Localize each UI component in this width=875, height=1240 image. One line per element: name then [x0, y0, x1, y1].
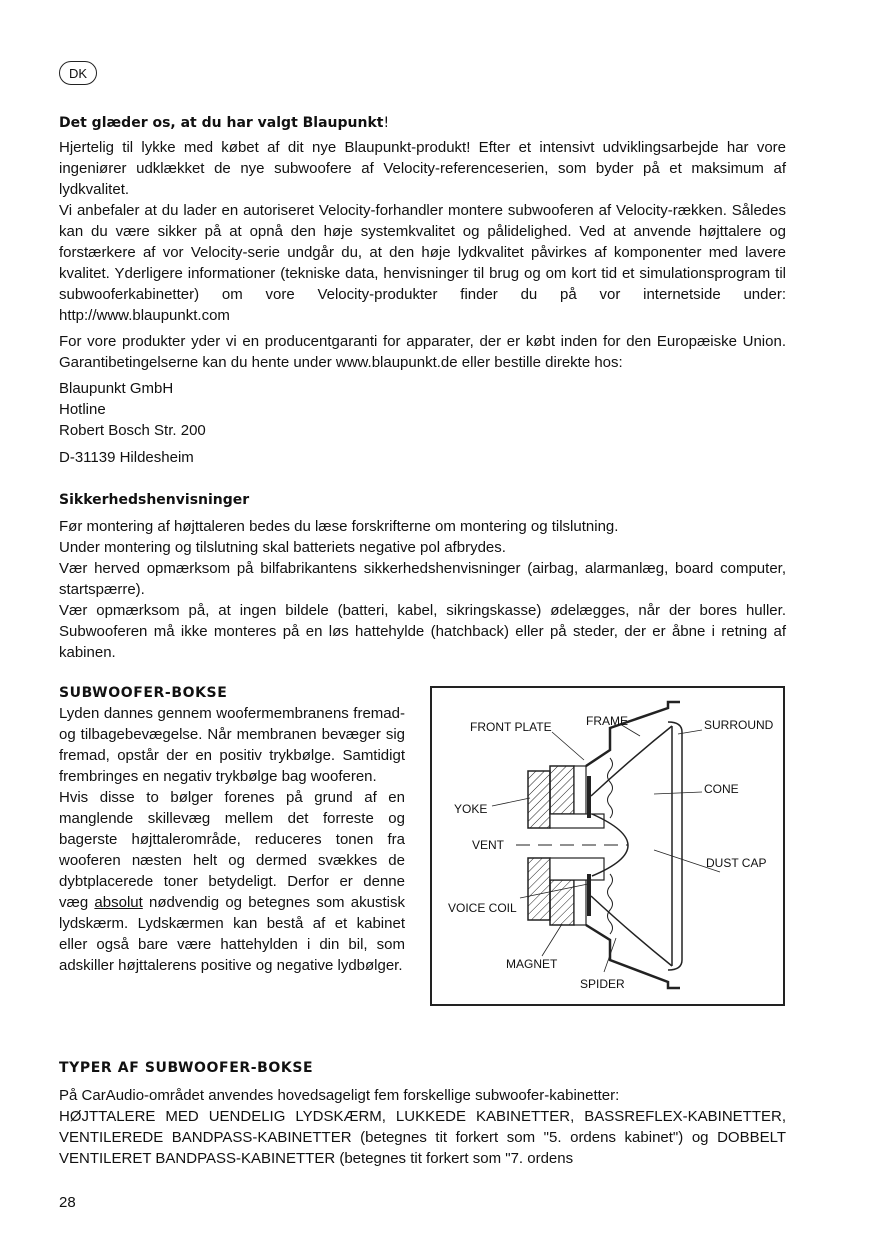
types-paragraph-1: På CarAudio-området anvendes hovedsageligt fem forskellige subwoofer-kabinetter: — [59, 1087, 620, 1104]
intro-paragraph-1: Hjertelig til lykke med købet af dit nye Blaupunkt-produkt! Efter et intensivt udviklingsarbejde har vore ingeniører udklækket de nye subwoofere af Velocity-referenceserien, som byder på et maksimum af lydkvalitet. — [59, 139, 786, 198]
underlined-word: absolut — [94, 894, 143, 911]
intro-title-suffix: ! — [383, 115, 390, 131]
leader-magnet — [542, 924, 562, 956]
intro-paragraph-3: For vore produkter yder vi en producentgaranti for apparater, der er købt inden for den Europæiske Union. Garantibetingelserne kan du hente under www.blaupunkt.de eller bestille direkte hos: — [59, 333, 786, 371]
magnet-bottom-shape — [550, 880, 574, 925]
paragraph-text: nødvendig og betegnes som akustisk lydskærm. Lydskærmen kan bestå af et kabinet eller også bare være hattehylden i din bil, som adskiller højttalerens positive og negative lydbølger. — [59, 894, 405, 974]
safety-paragraph-3: Vær herved opmærksom på bilfabrikantens sikkerhedshenvisninger (airbag, alarmanlæg, board computer, startspærre). — [59, 560, 786, 598]
cone-bottom — [591, 896, 672, 966]
page-number: 28 — [59, 1194, 76, 1211]
voice-coil-bottom — [587, 874, 591, 916]
yoke-top-shape — [528, 771, 550, 828]
label-spider: SPIDER — [580, 977, 625, 991]
safety-paragraph-1: Før montering af højttaleren bedes du læse forskrifterne om montering og tilslutning. — [59, 518, 619, 535]
intro-title: Det glæder os, at du har valgt Blaupunkt — [59, 115, 384, 131]
label-dust-cap: DUST CAP — [706, 856, 767, 870]
speaker-diagram — [430, 686, 785, 1006]
label-frame: FRAME — [586, 714, 628, 728]
intro-section — [59, 113, 786, 468]
paragraph-text: Hvis disse to bølger forenes på grund af en manglende skillevæg mellem det forreste og bagerste højttalerområde, reduceres tonen fra wooferen næsten helt og dermed svækkes de dybtplacerede toner betydeligt. Derfor er denne væg — [59, 789, 405, 911]
subwoofer-box-heading: SUBWOOFER-BOKSE — [59, 685, 228, 701]
label-magnet: MAGNET — [506, 957, 558, 971]
leader-front-plate — [552, 732, 584, 760]
safety-paragraph-4: Vær opmærksom på, at ingen bildele (batteri, kabel, sikringskasse) ødelægges, når der bores huller. Subwooferen må ikke monteres på en løs hattehylde (hatchback) eller på steder, der er åbne i retning af kabinen. — [59, 602, 786, 661]
leader-cone — [654, 792, 702, 794]
label-yoke: YOKE — [454, 802, 488, 816]
address-line: Robert Bosch Str. 200 — [59, 422, 206, 439]
language-badge: DK — [59, 61, 97, 85]
address-city: D-31139 Hildesheim — [59, 449, 194, 466]
spider-top — [608, 758, 613, 818]
label-voice-coil: VOICE COIL — [448, 901, 517, 915]
speaker-cross-section-svg — [432, 688, 783, 1004]
label-front-plate: FRONT PLATE — [470, 720, 552, 734]
yoke-bottom-shape — [528, 858, 550, 920]
intro-paragraph-2: Vi anbefaler at du lader en autoriseret Velocity-forhandler montere subwooferen af Velocity-rækken. Således kan du være sikker på at opnå den høje systemkvalitet og pålidelighed. Ved at anvende højttalere og forstærkere af vor Velocity-serie undgår du, at den høje lydkvalitet påvirkes af komponenter med lavere kvalitet. Yderligere informationer (tekniske data, henvisninger til brug og om kort tid et simulationsprogram til subwooferkabinetter) om vore Velocity-produkter finder du på vor internetside under: http://www.blaupunkt.com — [59, 202, 786, 324]
address-line: Hotline — [59, 401, 106, 418]
spider-bottom — [608, 874, 613, 934]
types-section — [59, 1058, 786, 1169]
subwoofer-box-section — [59, 683, 405, 976]
label-cone: CONE — [704, 782, 739, 796]
safety-paragraph-2: Under montering og tilslutning skal batteriets negative pol afbrydes. — [59, 539, 506, 556]
surround — [668, 722, 682, 970]
types-paragraph-2: HØJTTALERE MED UENDELIG LYDSKÆRM, LUKKEDE KABINETTER, BASSREFLEX-KABINETTER, VENTILEREDE BANDPASS-KABINETTER (betegnes tit forkert som "5. ordens kabinet") og DOBBELT VENTILERET BANDPASS-KABINETTER (betegnes tit forkert som "7. ordens — [59, 1108, 786, 1167]
label-vent: VENT — [472, 838, 505, 852]
pole-bottom — [550, 858, 604, 880]
leader-yoke — [492, 798, 530, 806]
subwoofer-box-paragraph-2 — [59, 787, 405, 976]
subwoofer-box-paragraph-1: Lyden dannes gennem woofermembranens fremad- og tilbagebevægelse. Når membranen bevæger sig fremad, opstår der en positiv trykbølge. Samtidigt frembringes en negativ trykbølge bag wooferen. — [59, 705, 405, 785]
front-plate-top — [574, 766, 586, 814]
address-block — [59, 378, 786, 468]
cone-top — [591, 726, 672, 796]
label-surround: SURROUND — [704, 718, 774, 732]
magnet-top-shape — [550, 766, 574, 814]
intro-heading — [59, 113, 786, 133]
safety-heading: Sikkerhedshenvisninger — [59, 492, 250, 508]
types-heading: TYPER AF SUBWOOFER-BOKSE — [59, 1060, 314, 1076]
frame-top — [586, 702, 680, 766]
voice-coil-top — [587, 776, 591, 818]
address-line: Blaupunkt GmbH — [59, 380, 174, 397]
safety-section — [59, 490, 786, 663]
